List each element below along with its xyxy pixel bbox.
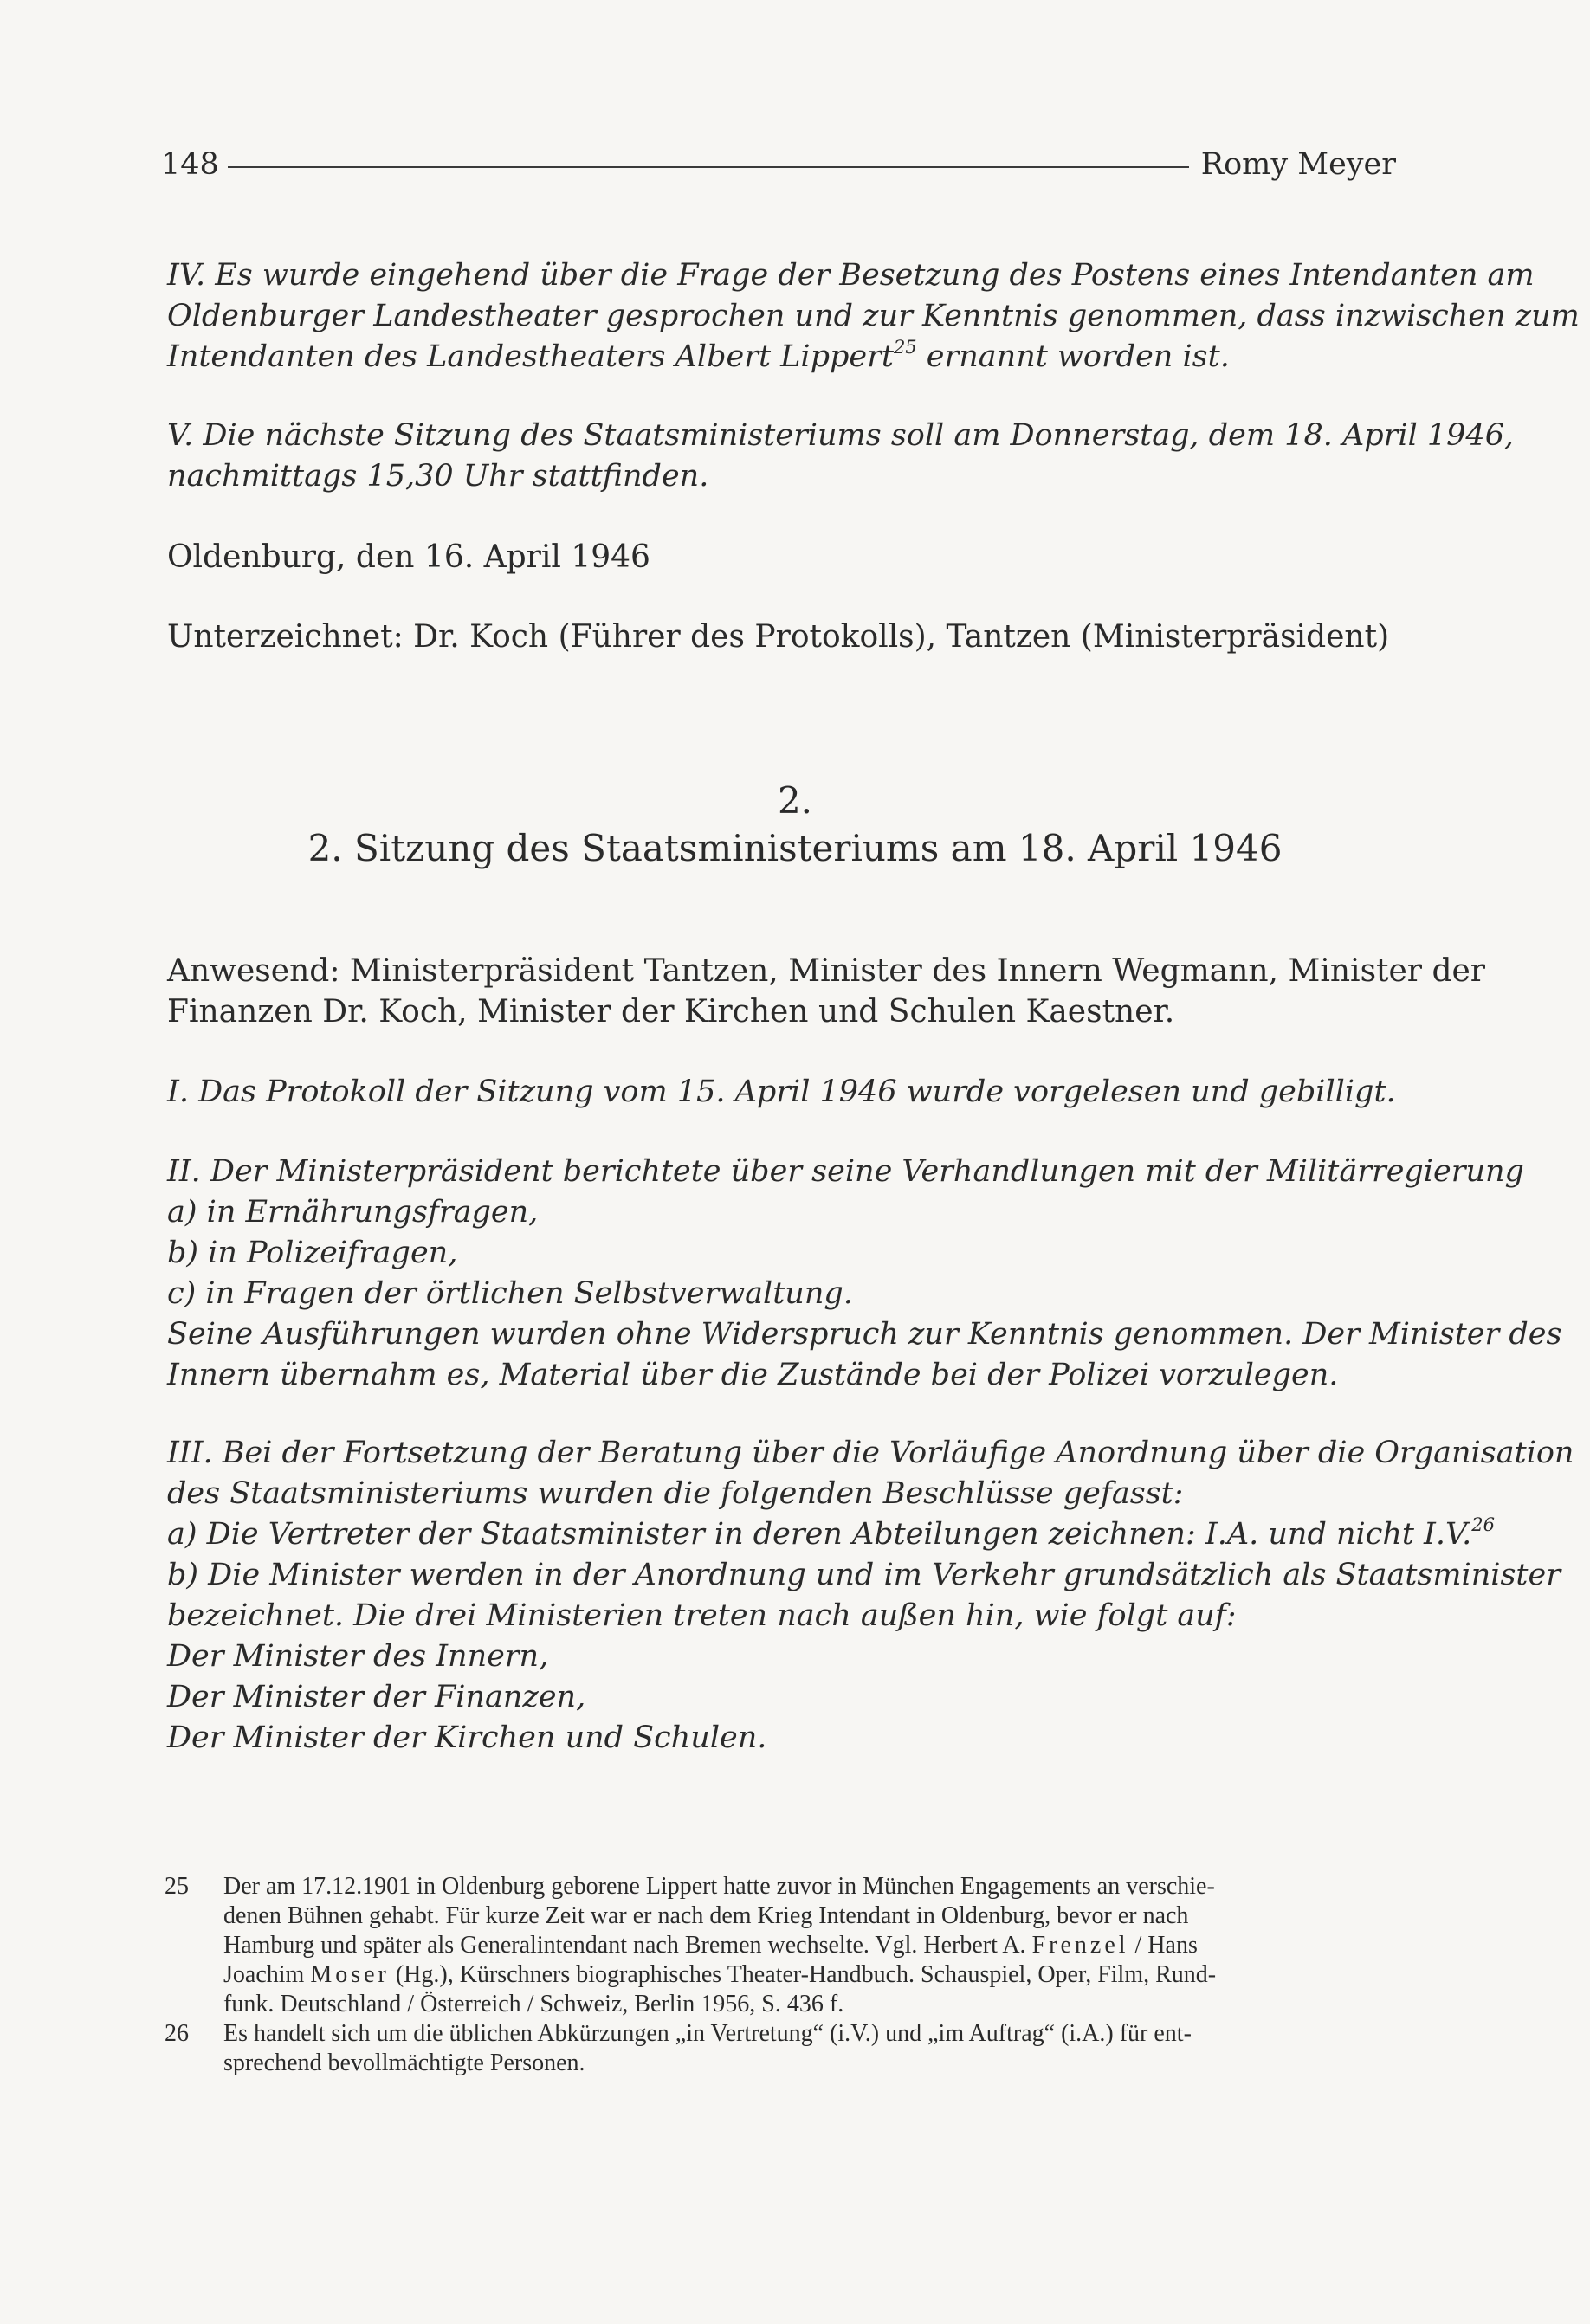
signature-line: Unterzeichnet: Dr. Koch (Führer des Protokolls), Tantzen (Ministerpräsident) (167, 619, 1390, 655)
item-iii (167, 1433, 1574, 1759)
footnote-ref-25: 25 (893, 337, 917, 358)
text-line: Innern übernahm es, Material über die Zustände bei der Polizei vorzulegen. (167, 1358, 1339, 1392)
text-line: Es handelt sich um die üblichen Abkürzungen „in Vertretung“ (i.V.) und „im Auftrag“ (i.A.) für ent- (223, 2020, 1192, 2047)
text-line: V. Die nächste Sitzung des Staatsministeriums soll am Donnerstag, dem 18. April 1946, (167, 418, 1515, 453)
text-line: Oldenburger Landestheater gesprochen und zur Kenntnis genommen, dass inzwischen zum (167, 299, 1580, 333)
footnote-ref-26: 26 (1471, 1514, 1496, 1536)
paragraph-iv (167, 255, 1580, 378)
text-line: denen Bühnen gehabt. Für kurze Zeit war er nach dem Krieg Intendant in Oldenburg, bevor er nach (223, 1902, 1189, 1929)
text-line: IV. Es wurde eingehend über die Frage der Besetzung des Postens eines Intendanten am (167, 258, 1535, 293)
text-span: Intendanten des Landestheaters Albert Lippert (167, 339, 894, 374)
footnote-number: 26 (165, 2020, 189, 2047)
text-line (223, 1931, 1403, 1960)
text-line: Anwesend: Ministerpräsident Tantzen, Minister des Innern Wegmann, Minister der (167, 953, 1486, 989)
author-surname: Frenzel (1031, 1932, 1129, 1959)
text-line (167, 337, 1406, 378)
header-rule (228, 166, 1189, 168)
text-line: bezeichnet. Die drei Ministerien treten nach außen hin, wie folgt auf: (167, 1598, 1237, 1633)
text-line: Der Minister der Finanzen, (167, 1680, 586, 1714)
text-line: nachmittags 15,30 Uhr stattfinden. (167, 459, 709, 494)
paragraph-v (167, 416, 1515, 497)
place-date: Oldenburg, den 16. April 1946 (167, 539, 650, 575)
text-line: Der Minister des Innern, (167, 1639, 549, 1674)
footnotes (165, 1872, 1403, 2078)
text-line: c) in Fragen der örtlichen Selbstverwaltung. (167, 1276, 853, 1311)
footnote-number: 25 (165, 1873, 189, 1900)
running-header (161, 147, 1396, 182)
text-span: Hamburg und später als Generalintendant nach Bremen wechselte. Vgl. Herbert A. (223, 1932, 1032, 1959)
attendees-paragraph (167, 951, 1486, 1032)
author-surname: Moser (310, 1961, 390, 1988)
text-span: / Hans (1128, 1932, 1198, 1959)
text-line: sprechend bevollmächtigte Personen. (223, 2050, 585, 2076)
text-line: b) in Polizeifragen, (167, 1236, 458, 1270)
item-i: I. Das Protokoll der Sitzung vom 15. April 1946 wurde vorgelesen und gebilligt. (167, 1075, 1396, 1109)
text-line: a) in Ernährungsfragen, (167, 1195, 539, 1230)
footnote-26 (165, 2019, 1403, 2078)
text-line (167, 1514, 1496, 1555)
text-line: funk. Deutschland / Österreich / Schweiz, Berlin 1956, S. 436 f. (223, 1991, 844, 2017)
text-line: Seine Ausführungen wurden ohne Widerspruch zur Kenntnis genommen. Der Minister des (167, 1317, 1562, 1352)
document-title: 2. Sitzung des Staatsministeriums am 18. April 1946 (307, 827, 1283, 869)
text-line: b) Die Minister werden in der Anordnung und im Verkehr grundsätzlich als Staatsminister (167, 1558, 1561, 1592)
text-line (223, 1960, 1403, 1990)
text-span: Joachim (223, 1961, 311, 1988)
text-line: Der am 17.12.1901 in Oldenburg geborene Lippert hatte zuvor in München Engagements an verschie- (223, 1873, 1215, 1900)
document-number: 2. (777, 779, 813, 822)
footnote-25 (165, 1872, 1403, 2019)
text-span: a) Die Vertreter der Staatsminister in deren Abteilungen zeichnen: I.A. und nicht I.V. (167, 1517, 1472, 1552)
text-line: Der Minister der Kirchen und Schulen. (167, 1720, 767, 1755)
text-line: des Staatsministeriums wurden die folgenden Beschlüsse gefasst: (167, 1476, 1184, 1511)
text-span: (Hg.), Kürschners biographisches Theater-Handbuch. Schauspiel, Oper, Film, Rund- (389, 1961, 1217, 1988)
author-name: Romy Meyer (1200, 147, 1396, 182)
item-ii (167, 1152, 1562, 1396)
text-span: ernannt worden ist. (916, 339, 1230, 374)
text-line: III. Bei der Fortsetzung der Beratung über die Vorläufige Anordnung über die Organisation (167, 1436, 1574, 1470)
text-line: II. Der Ministerpräsident berichtete über seine Verhandlungen mit der Militärregierung (167, 1154, 1524, 1189)
text-line: Finanzen Dr. Koch, Minister der Kirchen und Schulen Kaestner. (167, 994, 1175, 1030)
page-number: 148 (161, 147, 219, 182)
